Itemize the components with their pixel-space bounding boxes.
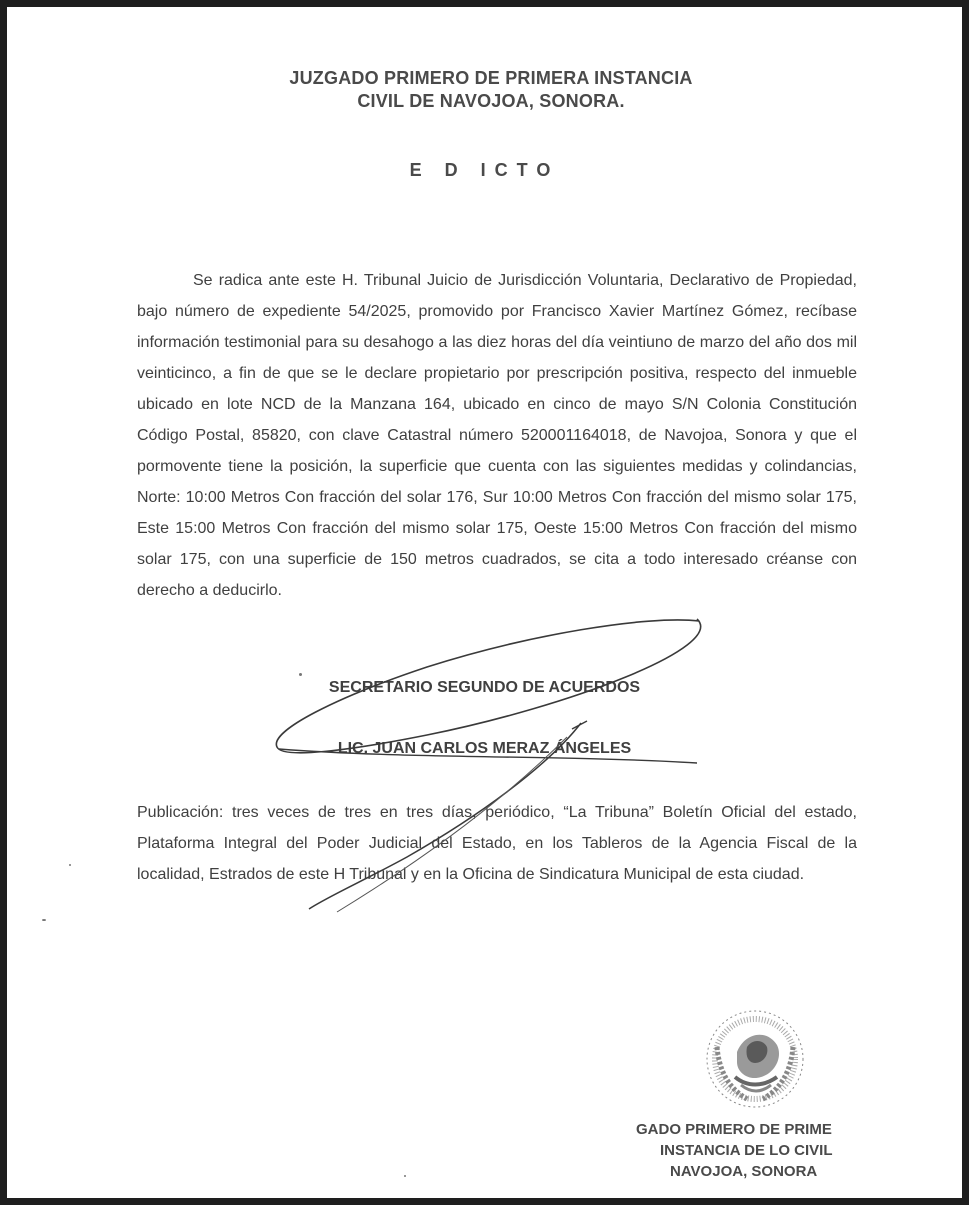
court-name: JUZGADO PRIMERO DE PRIMERA INSTANCIA [289,68,693,88]
signatory-name: LIC. JUAN CARLOS MERAZ ÁNGELES [337,740,632,757]
edict-body: Se radica ante este H. Tribunal Juicio de Jurisdicción Voluntaria, Declarativo de Propiedad, bajo número de expediente 54/2025, promovido por Francisco Xavier Martínez Gómez, recíbase información testimonial para su desahogo a las diez horas del día veintiuno de marzo del año dos mil veinticinco, a fin de que se le declare propietario por prescripción positiva, respecto del inmueble ubicado en lote NCD de la Manzana 164, ubicado en cinco de mayo S/N Colonia Constitución Código Postal, 85820, con clave Catastral número 520001164018, de Navojoa, Sonora y que el pormovente tiene la posición, la superficie que cuenta con las siguientes medidas y colindancias, Norte: 10:00 Metros Con fracción del solar 176, Sur 10:00 Metros Con fracción del mismo solar 175, Este 15:00 Metros Con fracción del mismo solar 175, Oeste 15:00 Metros Con fracción del mismo solar 175, con una superficie de 150 metros cuadrados, se cita a todo interesado créanse con derecho a deducirlo. [137,272,857,599]
seal-text [622,1119,882,1182]
seal-line-3: NAVOJOA, SONORA [670,1163,818,1180]
publication-notice: Publicación: tres veces de tres en tres días, periódico, “La Tribuna” Boletín Oficial del estado, Plataforma Integral del Poder Judicial del Estado, en los Tableros de la Agencia Fiscal de la localidad, Estrados de este H Tribunal y en la Oficina de Sindicatura Municipal de esta ciudad. [137,804,857,883]
signatory-title: SECRETARIO SEGUNDO DE ACUERDOS [328,679,641,696]
seal-line-2: INSTANCIA DE LO CIVIL [660,1142,833,1159]
document-title: E D ICTO [409,160,560,180]
scan-speck [404,1175,406,1177]
scan-speck [299,673,302,676]
scan-speck [42,919,46,921]
official-seal-emblem [697,1007,817,1117]
handwritten-signature [7,7,969,1205]
scan-speck [69,864,71,866]
court-location: CIVIL DE NAVOJOA, SONORA. [357,91,625,111]
seal-line-1: GADO PRIMERO DE PRIME [636,1121,832,1138]
